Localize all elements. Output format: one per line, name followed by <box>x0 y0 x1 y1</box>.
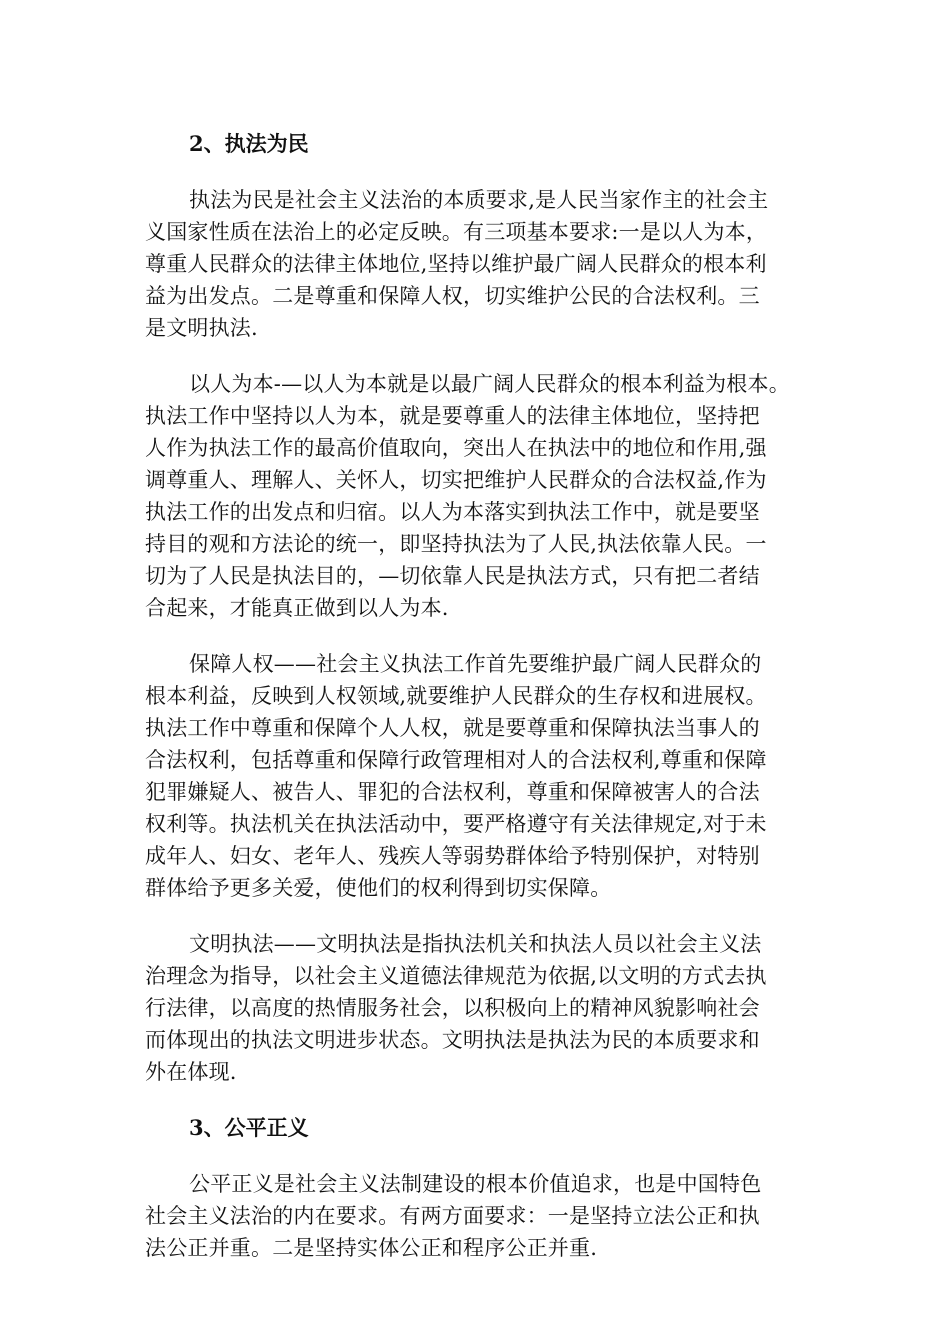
text-line: 合法权利，包括尊重和保障行政管理相对人的合法权利,尊重和保障 <box>145 748 767 772</box>
paragraph-s3-p1 <box>145 1168 805 1264</box>
document-page <box>145 118 805 1288</box>
text-line: 执法工作的出发点和归宿。以人为本落实到执法工作中，就是要坚 <box>145 500 760 524</box>
text-line: 法公正并重。二是坚持实体公正和程序公正并重. <box>145 1236 598 1260</box>
text-line: 外在体现. <box>145 1060 237 1084</box>
text-line: 公平正义是社会主义法制建设的根本价值追求，也是中国特色 <box>189 1172 762 1196</box>
text-line: 根本利益，反映到人权领域,就要维护人民群众的生存权和进展权。 <box>145 684 767 708</box>
text-line: 益为出发点。二是尊重和保障人权，切实维护公民的合法权利。三 <box>145 284 760 308</box>
text-line: 尊重人民群众的法律主体地位,坚持以维护最广阔人民群众的根本利 <box>145 252 767 276</box>
text-line: 保障人权——社会主义执法工作首先要维护最广阔人民群众的 <box>189 652 762 676</box>
text-line: 调尊重人、理解人、关怀人，切实把维护人民群众的合法权益,作为 <box>145 468 767 492</box>
paragraph-s2-p4 <box>145 928 805 1088</box>
text-line: 持目的观和方法论的统一，即坚持执法为了人民,执法依靠人民。一 <box>145 532 767 556</box>
paragraph-s2-p1 <box>145 184 805 344</box>
paragraph-s2-p2 <box>145 368 805 624</box>
text-line: 成年人、妇女、老年人、残疾人等弱势群体给予特别保护，对特别 <box>145 844 760 868</box>
text-line: 以人为本-—以人为本就是以最广阔人民群众的根本利益为根本。 <box>189 372 790 396</box>
text-line: 切为了人民是执法目的，—切依靠人民是执法方式，只有把二者结 <box>145 564 760 588</box>
text-line: 治理念为指导，以社会主义道德法律规范为依据,以文明的方式去执 <box>145 964 767 988</box>
text-line: 社会主义法治的内在要求。有两方面要求：一是坚持立法公正和执 <box>145 1204 760 1228</box>
text-line: 是文明执法. <box>145 316 258 340</box>
text-line: 人作为执法工作的最高价值取向，突出人在执法中的地位和作用,强 <box>145 436 767 460</box>
paragraph-s2-p3 <box>145 648 805 904</box>
text-line: 犯罪嫌疑人、被告人、罪犯的合法权利，尊重和保障被害人的合法 <box>145 780 760 804</box>
section-heading-3: 3、公平正义 <box>189 1115 309 1140</box>
text-line: 执法工作中坚持以人为本，就是要尊重人的法律主体地位，坚持把 <box>145 404 760 428</box>
section-heading-2: 2、执法为民 <box>189 131 309 156</box>
text-line: 而体现出的执法文明进步状态。文明执法是执法为民的本质要求和 <box>145 1028 760 1052</box>
text-line: 文明执法——文明执法是指执法机关和执法人员以社会主义法 <box>189 932 762 956</box>
text-line: 执法工作中尊重和保障个人人权，就是要尊重和保障执法当事人的 <box>145 716 760 740</box>
text-line: 权利等。执法机关在执法活动中，要严格遵守有关法律规定,对于未 <box>145 812 767 836</box>
text-line: 义国家性质在法治上的必定反映。有三项基本要求:一是以人为本， <box>145 220 768 244</box>
text-line: 行法律，以高度的热情服务社会，以积极向上的精神风貌影响社会 <box>145 996 760 1020</box>
text-line: 群体给予更多关爱，使他们的权利得到切实保障。 <box>145 876 612 900</box>
text-line: 合起来，才能真正做到以人为本. <box>145 596 449 620</box>
text-line: 执法为民是社会主义法治的本质要求,是人民当家作主的社会主 <box>189 188 769 212</box>
